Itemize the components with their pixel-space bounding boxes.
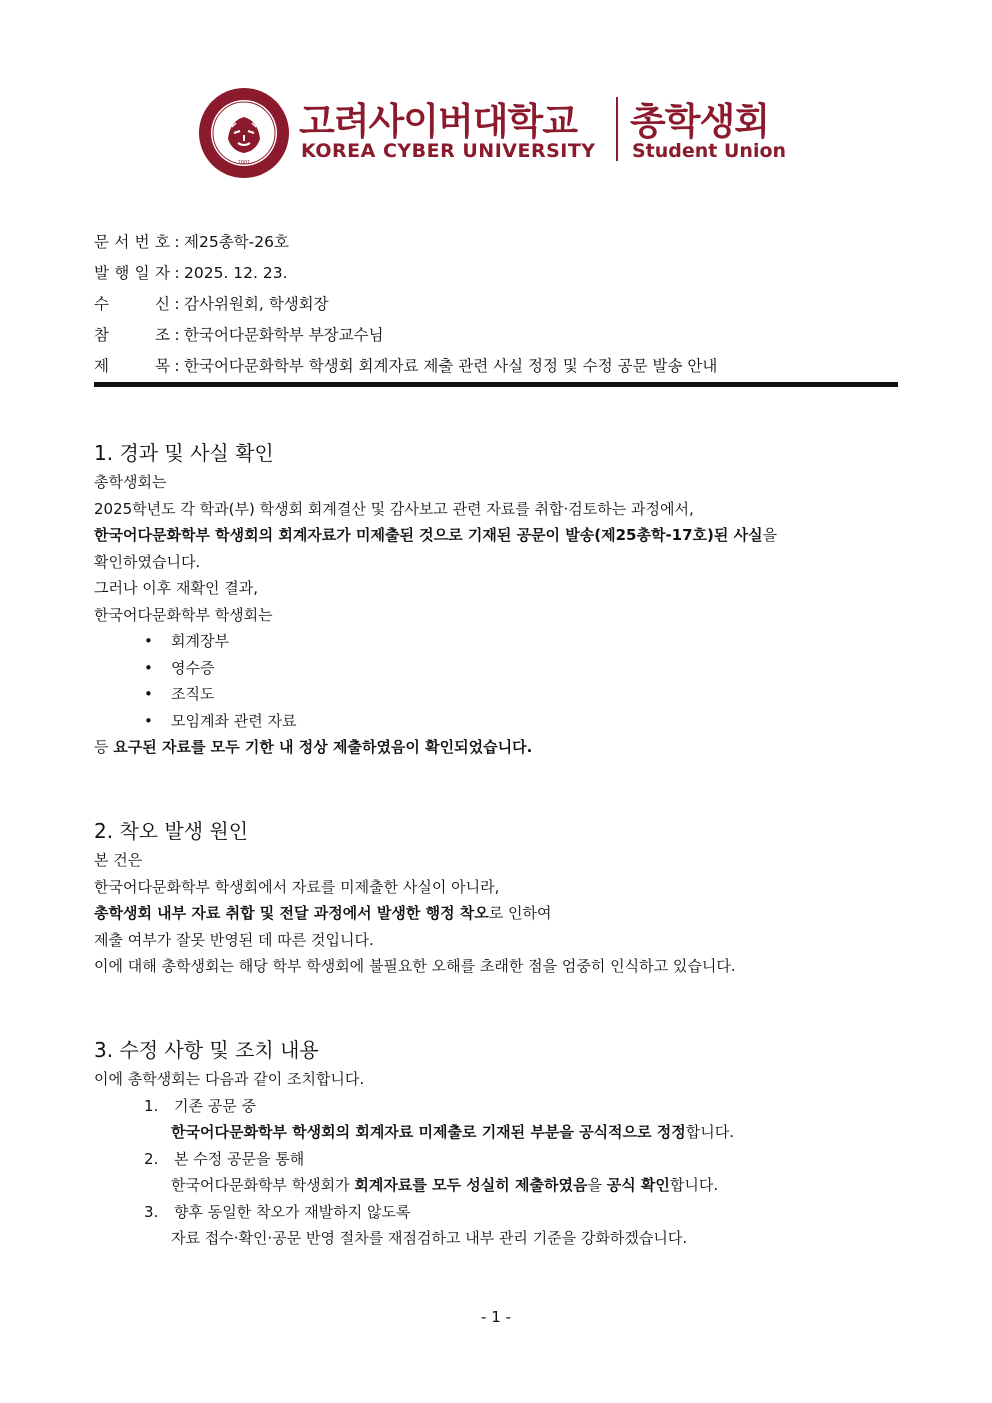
- meta-label: 발 행 일 자: [94, 264, 170, 282]
- university-seal-icon: [198, 87, 290, 179]
- page-number: - 1 -: [481, 1308, 511, 1326]
- meta-label: 참 조: [94, 326, 170, 344]
- meta-cc: 참 조 : 한국어다문화학부 부장교수님: [94, 323, 904, 354]
- paragraph: 확인하였습니다.: [94, 552, 201, 571]
- section-2: [94, 815, 904, 980]
- section-3: [94, 1034, 904, 1252]
- paragraph: 등 요구된 자료를 모두 기한 내 정상 제출하였음이 확인되었습니다.: [94, 738, 533, 756]
- meta-doc-no: 문 서 번 호 : 제25총학-26호: [94, 230, 904, 261]
- seal-year: 2001: [237, 160, 251, 166]
- section-title: 1. 경과 및 사실 확인: [94, 441, 274, 465]
- paragraph: 한국어다문화학부 학생회는: [94, 605, 273, 624]
- header-rule: [94, 382, 898, 387]
- list-item: • 영수증: [94, 655, 904, 682]
- doc-number: 제25총학-26호: [184, 233, 289, 251]
- union-name-en: Student Union: [632, 140, 787, 162]
- action-item: 1. 기존 공문 중 한국어다문화학부 학생회의 회계자료 미제출로 기재된 부분을 공식적으로 정정합니다.: [144, 1096, 734, 1141]
- list-item: • 조직도: [94, 681, 904, 708]
- action-item: 3. 향후 동일한 착오가 재발하지 않도록 자료 접수·확인·공문 반영 절차를 재점검하고 내부 관리 기준을 강화하겠습니다.: [144, 1202, 688, 1247]
- paragraph: 총학생회 내부 자료 취합 및 전달 과정에서 발생한 행정 착오로 인하여: [94, 904, 552, 922]
- meta-label: 제 목: [94, 357, 170, 375]
- meta-recipient: 수 신 : 감사위원회, 학생회장: [94, 292, 904, 323]
- paragraph: 이에 총학생회는 다음과 같이 조치합니다.: [94, 1070, 365, 1088]
- paragraph: 한국어다문화학부 학생회에서 자료를 미제출한 사실이 아니라,: [94, 877, 500, 896]
- list-item: • 회계장부: [94, 628, 904, 655]
- logo-divider: [616, 97, 618, 161]
- university-name-kr: 고려사이버대학교: [299, 100, 577, 143]
- action-list: [94, 1093, 904, 1252]
- subject: 한국어다문화학부 학생회 회계자료 제출 관련 사실 정정 및 수정 공문 발송 안내: [184, 357, 718, 375]
- meta-label: 수 신: [94, 295, 170, 313]
- paragraph: 이에 대해 총학생회는 해당 학부 학생회에 불필요한 오해를 초래한 점을 엄중히 인식하고 있습니다.: [94, 957, 736, 975]
- submitted-items-list: [94, 628, 904, 734]
- paragraph: 본 건은: [94, 851, 143, 869]
- paragraph: 그러나 이후 재확인 결과,: [94, 579, 258, 597]
- issue-date: 2025. 12. 23.: [184, 264, 288, 282]
- list-item: • 모임계좌 관련 자료: [94, 708, 904, 735]
- union-name-kr: 총학생회: [630, 100, 769, 143]
- section-title: 3. 수정 사항 및 조치 내용: [94, 1038, 319, 1062]
- document-meta: [94, 230, 904, 385]
- meta-label: 문 서 번 호: [94, 233, 170, 251]
- section-1: [94, 437, 904, 761]
- section-title: 2. 착오 발생 원인: [94, 819, 249, 843]
- paragraph: 총학생회는: [94, 473, 167, 491]
- university-name-en: KOREA CYBER UNIVERSITY: [301, 140, 596, 162]
- paragraph: 제출 여부가 잘못 반영된 데 따른 것입니다.: [94, 930, 374, 949]
- paragraph: 한국어다문화학부 학생회의 회계자료가 미제출된 것으로 기재된 공문이 발송(제25총학-17호)된 사실을: [94, 526, 778, 544]
- action-item: 2. 본 수정 공문을 통해 한국어다문화학부 학생회가 회계자료를 모두 성실히 제출하였음을 공식 확인합니다.: [144, 1149, 719, 1194]
- meta-subject: 제 목 : 한국어다문화학부 학생회 회계자료 제출 관련 사실 정정 및 수정 공문 발송 안내: [94, 354, 904, 385]
- letterhead: [198, 87, 788, 177]
- meta-date: 발 행 일 자 : 2025. 12. 23.: [94, 261, 904, 292]
- reference: 한국어다문화학부 부장교수님: [184, 326, 384, 344]
- paragraph: 2025학년도 각 학과(부) 학생회 회계결산 및 감사보고 관련 자료를 취합·검토하는 과정에서,: [94, 499, 694, 518]
- recipient: 감사위원회, 학생회장: [184, 295, 329, 313]
